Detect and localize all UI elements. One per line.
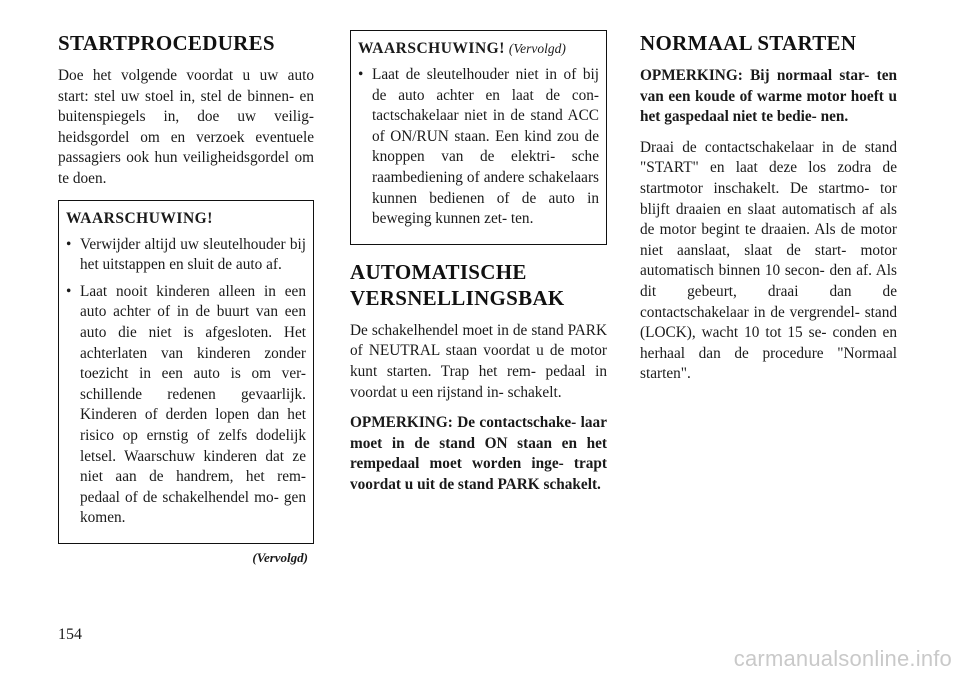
- watermark: carmanualsonline.info: [733, 646, 952, 671]
- section-heading-normaal-starten: NORMAAL STARTEN: [640, 31, 857, 55]
- warning-title: [358, 39, 599, 59]
- warning-item: [66, 235, 306, 276]
- bullet-icon: •: [358, 66, 364, 83]
- warning-item: [358, 65, 599, 230]
- transmission-note: OPMERKING: De contactschake- laar moet in de stand ON staan en het rempedaal moet worden inge- trapt voordat u uit de stand PARK schakelt.: [350, 414, 607, 493]
- section-heading-startprocedures: STARTPROCEDURES: [58, 31, 275, 55]
- transmission-paragraph: De schakelhendel moet in de stand PARK of NEUTRAL staan voordat u de motor kunt starten. Trap het rem- pedaal in voordat u een rijstand in- schakelt.: [350, 321, 607, 401]
- normal-start-paragraph: Draai de contactschakelaar in de stand "START" en laat deze los zodra de startmotor inschakelt. De startmo- tor blijft draaien en slaat automatisch af als de motor begint te draaien. Als de motor niet aanslaat, slaat de start- motor automatisch binnen 10 secon- den af. Als dit gebeurt, draai dan de contactschakelaar in de vergrendel- stand (LOCK), wacht 10 tot 15 se- conden en herhaal dan de procedure "Normaal starten".: [640, 138, 897, 383]
- continued-label: (Vervolgd): [252, 549, 308, 565]
- warning-item-text: Laat de sleutelhouder niet in of bij de auto achter en laat de con- tactschakelaar niet in de stand ACC of ON/RUN staan. Een kind zou de knoppen van de elektri- sche raambediening of andere schakelaars kunnen bedienen of de auto in beweging kunnen zet- ten.: [372, 66, 599, 228]
- warning-list: [358, 65, 599, 230]
- page-number: 154: [58, 626, 82, 643]
- column-right: [640, 30, 897, 395]
- section-heading-automatische-versnellingsbak: AUTOMATISCHE VERSNELLINGSBAK: [350, 259, 565, 310]
- warning-item: [66, 282, 306, 529]
- column-left: [58, 30, 314, 566]
- warning-title: WAARSCHUWING!: [66, 209, 213, 227]
- warning-title-text: WAARSCHUWING!: [358, 40, 505, 57]
- bullet-icon: •: [66, 282, 72, 300]
- intro-paragraph: Doe het volgende voordat u uw auto start: stel uw stoel in, stel de binnen- en buitenspiegels in, doe uw veilig- heidsgordel om en verzoek eventuele passagiers ook hun veiligheidsgordel om te doen.: [58, 67, 314, 187]
- warning-box: [58, 200, 314, 544]
- column-middle: [350, 30, 607, 506]
- bullet-icon: •: [66, 235, 72, 253]
- warning-box-continued: [350, 30, 607, 245]
- warning-list: [66, 235, 306, 529]
- warning-continued-label: (Vervolgd): [508, 41, 566, 56]
- normal-start-note: OPMERKING: Bij normaal star- ten van een koude of warme motor hoeft u het gaspedaal niet te bedie- nen.: [640, 67, 897, 126]
- warning-item-text: Laat nooit kinderen alleen in een auto achter of in de buurt van een auto die niet is afgesloten. Het achterlaten van kinderen zonder toezicht in een auto is om ver- schillende redenen gevaarlijk. Kinderen of derden lopen dan het risico op ernstig of zelfs dodelijk letsel. Waarschuw kinderen dat ze niet aan de handrem, het rem- pedaal of de schakelhendel mo- gen komen.: [80, 282, 306, 527]
- warning-item-text: Verwijder altijd uw sleutelhouder bij het uitstappen en sluit de auto af.: [80, 235, 306, 274]
